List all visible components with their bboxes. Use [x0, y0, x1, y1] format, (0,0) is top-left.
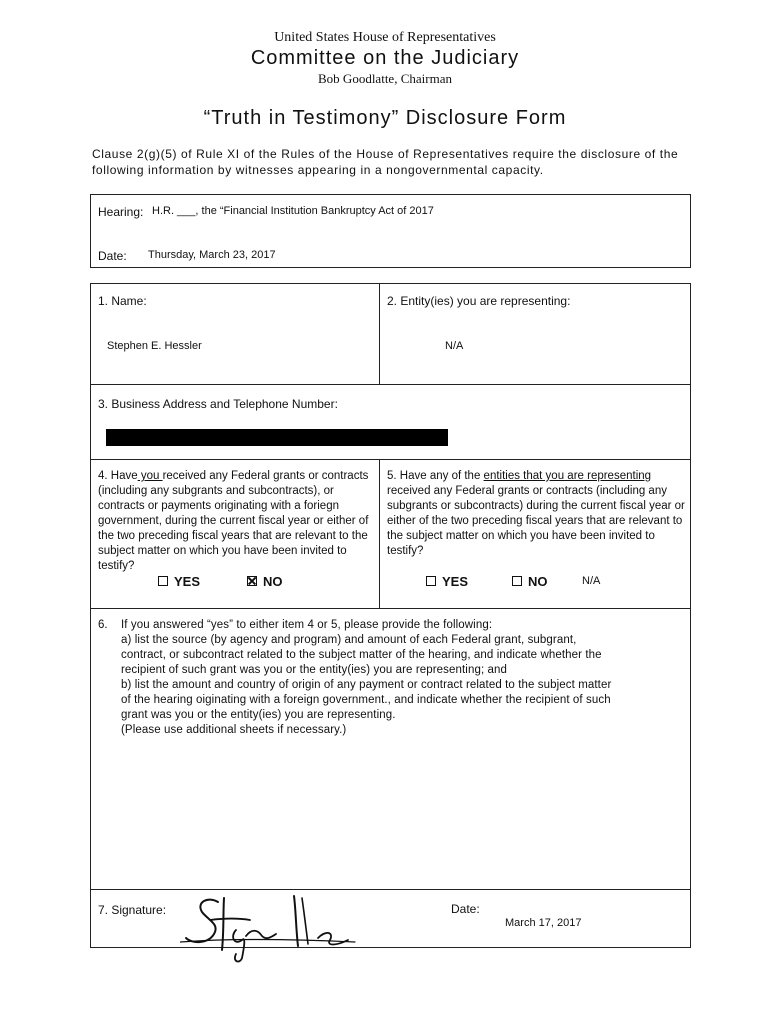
item6-line: grant was you or the entity(ies) you are representing. — [121, 709, 396, 721]
hearing-label: Hearing: — [98, 205, 144, 219]
item6-line: recipient of such grant was you or the entity(ies) you are representing; and — [121, 664, 508, 676]
address-cell — [91, 385, 690, 460]
checkbox-empty-icon — [426, 576, 436, 586]
committee-heading: Committee on the Judiciary — [250, 47, 520, 69]
federal-grants-entity-cell — [380, 460, 690, 609]
item6-instructions — [121, 618, 686, 738]
signature-date-value[interactable]: March 17, 2017 — [505, 917, 582, 929]
signature-date-label: Date: — [451, 902, 480, 916]
hearing-date-value[interactable]: Thursday, March 23, 2017 — [148, 249, 276, 261]
item6-line: b) list the amount and country of origin of any payment or contract related to the subject matter — [121, 679, 612, 691]
form-title: “Truth in Testimony” Disclosure Form — [203, 107, 567, 129]
item5-yes-checkbox[interactable]: YES — [426, 574, 468, 589]
item6-line: a) list the source (by agency and program) and amount of each Federal grant, subgrant, — [121, 634, 577, 646]
item4-question: 4. Have you received any Federal grants or contracts (including any subgrants and subcontracts), or contracts or payments originating with a foriegn government, during the current fiscal year or either of the two preceding fiscal years that are relevant to the subject matter on which you have been invited to testify? — [98, 470, 369, 572]
house-heading: United States House of Representatives — [274, 30, 496, 45]
item6-line: (Please use additional sheets if necessary.) — [121, 724, 347, 736]
hearing-box — [90, 194, 691, 268]
name-label: 1. Name: — [98, 294, 147, 308]
item5-note: N/A — [582, 575, 601, 587]
item6-line: of the hearing oiginating with a foreign government., and indicate whether the recipient of such — [121, 694, 611, 706]
item6-number: 6. — [98, 619, 108, 631]
redaction-bar — [106, 429, 448, 446]
item6-line: If you answered “yes” to either item 4 or 5, please provide the following: — [121, 619, 493, 631]
checkbox-empty-icon — [158, 576, 168, 586]
checkbox-checked-icon — [247, 576, 257, 586]
entity-cell — [380, 284, 690, 385]
name-cell — [91, 284, 380, 385]
name-value[interactable]: Stephen E. Hessler — [107, 340, 202, 352]
item5-question: 5. Have any of the entities that you are representing received any Federal grants or contracts (including any subgrants or subcontracts) during the current fiscal year or either of the two preceding fiscal years that are relevant to the subject matter on which you have been invited to testify? — [387, 470, 685, 557]
details-cell — [91, 609, 690, 890]
chairman-line: Bob Goodlatte, Chairman — [318, 71, 452, 86]
entity-label: 2. Entity(ies) you are representing: — [387, 294, 571, 308]
signature-label: 7. Signature: — [98, 903, 167, 917]
item5-no-checkbox[interactable]: NO — [512, 574, 548, 589]
hearing-value[interactable]: H.R. ___, the “Financial Institution Bankruptcy Act of 2017 — [152, 205, 434, 217]
intro-text: Clause 2(g)(5) of Rule XI of the Rules of the House of Representatives require the disclosure of the following information by witnesses appearing in a nongovernmental capacity. — [92, 147, 679, 177]
federal-grants-you-cell — [91, 460, 380, 609]
address-label: 3. Business Address and Telephone Number: — [98, 397, 338, 411]
disclosure-table — [90, 283, 691, 948]
hearing-date-label: Date: — [98, 249, 127, 263]
item4-yes-checkbox[interactable]: YES — [158, 574, 200, 589]
item6-line: contract, or subcontract related to the subject matter of the hearing, and indicate whether the — [121, 649, 602, 661]
entity-value[interactable]: N/A — [445, 340, 464, 352]
checkbox-empty-icon — [512, 576, 522, 586]
handwritten-signature — [180, 890, 360, 965]
item4-no-checkbox[interactable]: NO — [247, 574, 283, 589]
